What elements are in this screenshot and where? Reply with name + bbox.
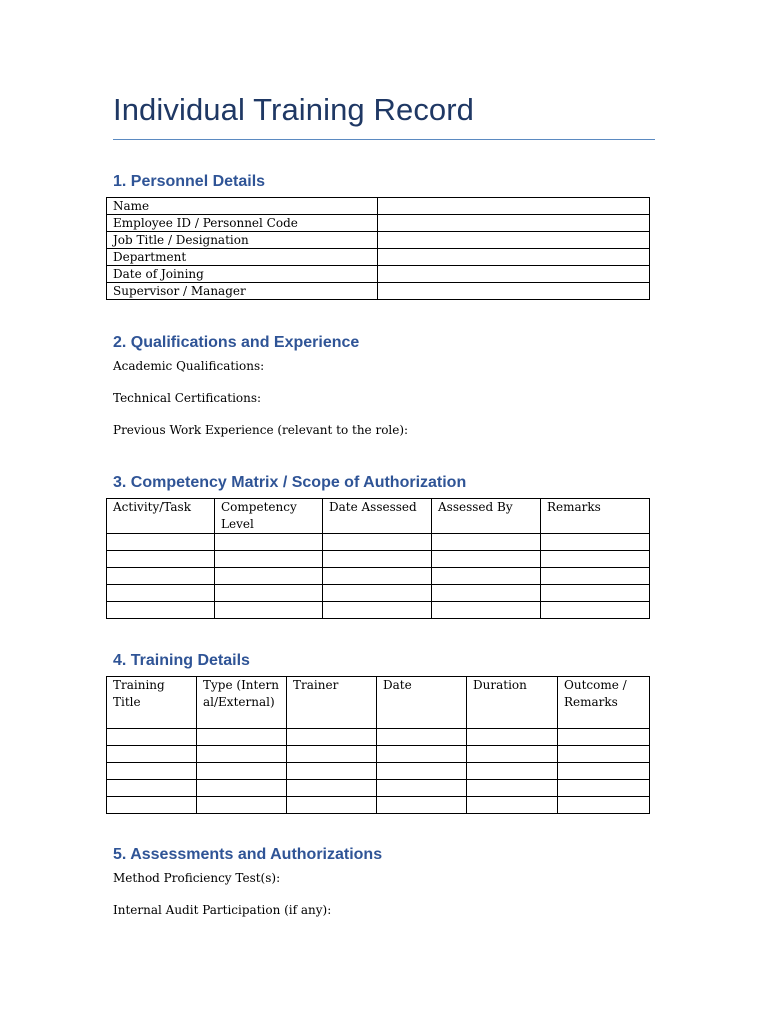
table-cell[interactable] bbox=[323, 534, 432, 551]
field-value-cell[interactable] bbox=[378, 198, 650, 215]
training-details-table bbox=[106, 676, 650, 814]
table-cell[interactable] bbox=[287, 746, 377, 763]
section-heading-training: 4. Training Details bbox=[113, 652, 250, 669]
table-cell[interactable] bbox=[323, 585, 432, 602]
field-label: Job Title / Designation bbox=[107, 232, 378, 249]
table-cell[interactable] bbox=[432, 602, 541, 619]
column-header: Trainer bbox=[287, 677, 377, 729]
table-row bbox=[107, 534, 650, 551]
table-cell[interactable] bbox=[107, 551, 215, 568]
table-cell[interactable] bbox=[215, 551, 323, 568]
field-label: Supervisor / Manager bbox=[107, 283, 378, 300]
table-row bbox=[107, 232, 650, 249]
column-header: Assessed By bbox=[432, 499, 541, 534]
title-divider bbox=[113, 139, 655, 140]
table-cell[interactable] bbox=[287, 797, 377, 814]
table-cell[interactable] bbox=[467, 797, 558, 814]
internal-audit-label: Internal Audit Participation (if any): bbox=[113, 903, 332, 917]
personnel-details-table bbox=[106, 197, 650, 300]
academic-qualifications-label: Academic Qualifications: bbox=[113, 359, 265, 373]
column-header: Competency Level bbox=[215, 499, 323, 534]
section-heading-competency: 3. Competency Matrix / Scope of Authorization bbox=[113, 474, 467, 491]
method-proficiency-label: Method Proficiency Test(s): bbox=[113, 871, 281, 885]
field-label: Employee ID / Personnel Code bbox=[107, 215, 378, 232]
table-cell[interactable] bbox=[107, 568, 215, 585]
table-cell[interactable] bbox=[558, 729, 650, 746]
column-header: Remarks bbox=[541, 499, 650, 534]
table-cell[interactable] bbox=[432, 585, 541, 602]
table-row bbox=[107, 249, 650, 266]
technical-certifications-label: Technical Certifications: bbox=[113, 391, 262, 405]
field-value-cell[interactable] bbox=[378, 232, 650, 249]
table-cell[interactable] bbox=[323, 551, 432, 568]
table-cell[interactable] bbox=[287, 780, 377, 797]
column-header: Training Title bbox=[107, 677, 197, 729]
table-cell[interactable] bbox=[558, 797, 650, 814]
table-cell[interactable] bbox=[541, 568, 650, 585]
table-cell[interactable] bbox=[558, 780, 650, 797]
table-row bbox=[107, 780, 650, 797]
section-heading-assessments: 5. Assessments and Authorizations bbox=[113, 846, 383, 863]
table-row bbox=[107, 729, 650, 746]
table-cell[interactable] bbox=[215, 534, 323, 551]
field-value-cell[interactable] bbox=[378, 283, 650, 300]
table-cell[interactable] bbox=[541, 602, 650, 619]
table-row bbox=[107, 215, 650, 232]
table-cell[interactable] bbox=[558, 763, 650, 780]
field-label: Date of Joining bbox=[107, 266, 378, 283]
table-cell[interactable] bbox=[323, 602, 432, 619]
column-header: Date Assessed bbox=[323, 499, 432, 534]
table-cell[interactable] bbox=[107, 585, 215, 602]
table-cell[interactable] bbox=[432, 534, 541, 551]
table-cell[interactable] bbox=[215, 568, 323, 585]
table-cell[interactable] bbox=[215, 585, 323, 602]
table-cell[interactable] bbox=[107, 763, 197, 780]
field-value-cell[interactable] bbox=[378, 249, 650, 266]
table-row bbox=[107, 746, 650, 763]
table-row bbox=[107, 568, 650, 585]
table-cell[interactable] bbox=[541, 534, 650, 551]
field-value-cell[interactable] bbox=[378, 266, 650, 283]
table-row bbox=[107, 198, 650, 215]
previous-experience-label: Previous Work Experience (relevant to the role): bbox=[113, 423, 409, 437]
table-row bbox=[107, 797, 650, 814]
field-value-cell[interactable] bbox=[378, 215, 650, 232]
table-cell[interactable] bbox=[197, 746, 287, 763]
table-cell[interactable] bbox=[107, 780, 197, 797]
column-header: Duration bbox=[467, 677, 558, 729]
table-cell[interactable] bbox=[467, 780, 558, 797]
table-cell[interactable] bbox=[541, 585, 650, 602]
table-cell[interactable] bbox=[377, 746, 467, 763]
table-cell[interactable] bbox=[467, 763, 558, 780]
table-cell[interactable] bbox=[377, 797, 467, 814]
table-cell[interactable] bbox=[215, 602, 323, 619]
table-cell[interactable] bbox=[323, 568, 432, 585]
table-cell[interactable] bbox=[467, 746, 558, 763]
table-row bbox=[107, 283, 650, 300]
table-cell[interactable] bbox=[432, 568, 541, 585]
table-header-row bbox=[107, 499, 650, 534]
column-header: Outcome / Remarks bbox=[558, 677, 650, 729]
table-row bbox=[107, 602, 650, 619]
table-cell[interactable] bbox=[287, 763, 377, 780]
table-cell[interactable] bbox=[377, 780, 467, 797]
column-header: Activity/Task bbox=[107, 499, 215, 534]
table-row bbox=[107, 763, 650, 780]
column-header: Date bbox=[377, 677, 467, 729]
table-row bbox=[107, 266, 650, 283]
competency-matrix-table bbox=[106, 498, 650, 619]
table-cell[interactable] bbox=[377, 729, 467, 746]
table-cell[interactable] bbox=[197, 780, 287, 797]
section-heading-personnel: 1. Personnel Details bbox=[113, 173, 266, 190]
table-cell[interactable] bbox=[541, 551, 650, 568]
table-cell[interactable] bbox=[197, 797, 287, 814]
table-cell[interactable] bbox=[432, 551, 541, 568]
table-header-row bbox=[107, 677, 650, 729]
table-cell[interactable] bbox=[377, 763, 467, 780]
table-cell[interactable] bbox=[107, 602, 215, 619]
column-header: Type (Internal/External) bbox=[197, 677, 287, 729]
table-cell[interactable] bbox=[107, 797, 197, 814]
table-row bbox=[107, 585, 650, 602]
page-title: Individual Training Record bbox=[113, 92, 475, 127]
table-row bbox=[107, 551, 650, 568]
section-heading-qualifications: 2. Qualifications and Experience bbox=[113, 334, 360, 351]
field-label: Department bbox=[107, 249, 378, 266]
table-cell[interactable] bbox=[558, 746, 650, 763]
table-cell[interactable] bbox=[287, 729, 377, 746]
table-cell[interactable] bbox=[107, 534, 215, 551]
field-label: Name bbox=[107, 198, 378, 215]
table-cell[interactable] bbox=[197, 729, 287, 746]
table-cell[interactable] bbox=[467, 729, 558, 746]
table-cell[interactable] bbox=[107, 746, 197, 763]
table-cell[interactable] bbox=[197, 763, 287, 780]
table-cell[interactable] bbox=[107, 729, 197, 746]
